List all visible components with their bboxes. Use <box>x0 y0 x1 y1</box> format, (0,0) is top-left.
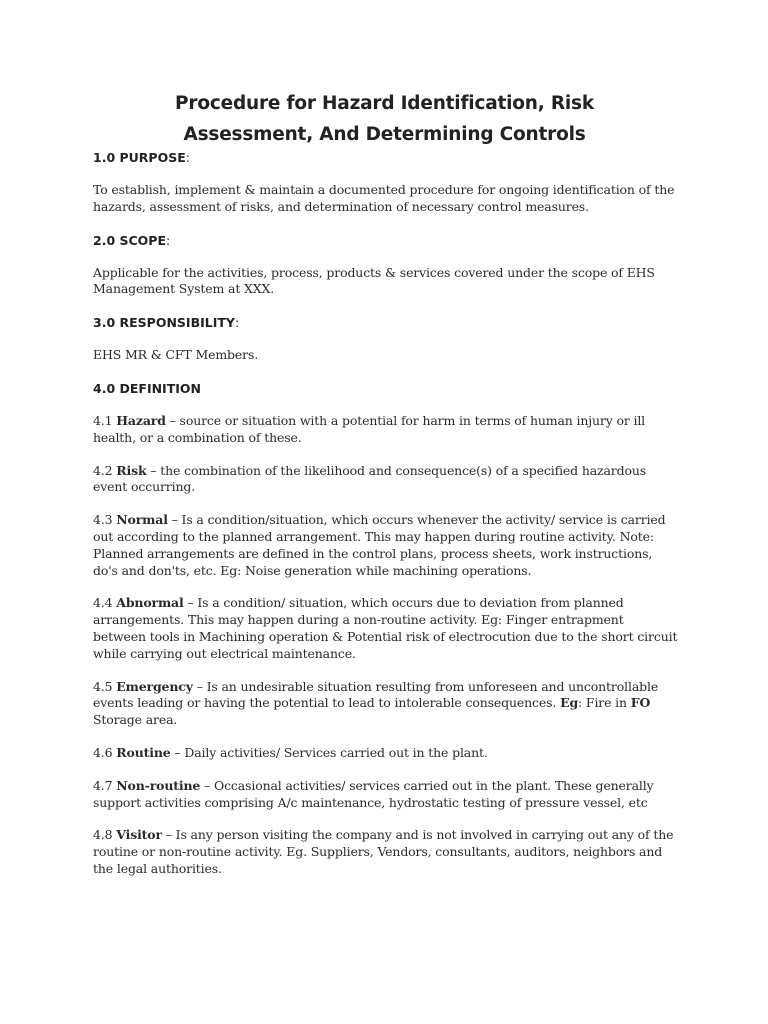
definition-hazard: 4.1 Hazard – source or situation with a potential for harm in terms of human injury or ill health, or a combination of these. <box>93 412 646 445</box>
definition-visitor: 4.8 Visitor – Is any person visiting the company and is not involved in carrying out any of the routine or non-routine activity. Eg. Suppliers, Vendors, consultants, auditors, neighbors and the legal authorities. <box>93 827 674 876</box>
title-line-2: Assessment, And Determining Controls <box>183 124 586 145</box>
responsibility-text: EHS MR & CFT Members. <box>93 347 259 363</box>
title-line-1: Procedure for Hazard Identification, Risk <box>175 93 594 114</box>
responsibility-heading: 3.0 RESPONSIBILITY: <box>93 315 240 331</box>
purpose-heading: 1.0 PURPOSE: <box>93 150 190 165</box>
definition-normal: 4.3 Normal – Is a condition/situation, which occurs whenever the activity/ service is carried out according to the planned arrangement. This may happen during routine activity. Note: Planned arrangements are defined in the control plans, process sheets, work instructions, do's and don'ts, etc. Eg: Noise generation while machining operations. <box>93 512 666 578</box>
purpose-text: To establish, implement & maintain a documented procedure for ongoing identification of the hazards, assessment of risks, and determination of necessary control measures. <box>93 182 675 214</box>
document-title <box>91 88 678 150</box>
scope-heading: 2.0 SCOPE: <box>93 232 171 248</box>
definition-emergency: 4.5 Emergency – Is an undesirable situation resulting from unforeseen and uncontrollable events leading or having the potential to lead to intolerable consequences. Eg: Fire in FO Storage area. <box>93 678 659 728</box>
definition-risk: 4.2 Risk – the combination of the likelihood and consequence(s) of a specified hazardous event occurring. <box>93 462 646 495</box>
definition-non-routine: 4.7 Non-routine – Occasional activities/ services carried out in the plant. These generally support activities comprising A/c maintenance, hydrostatic testing of pressure vessel, etc <box>93 777 654 810</box>
definition-routine: 4.6 Routine – Daily activities/ Services carried out in the plant. <box>93 744 488 760</box>
scope-text: Applicable for the activities, process, products & services covered under the scope of EHS Management System at XXX. <box>93 264 655 297</box>
definition-heading: 4.0 DEFINITION <box>93 380 201 396</box>
document-page <box>93 88 678 878</box>
definition-abnormal: 4.4 Abnormal – Is a condition/ situation, which occurs due to deviation from planned arrangements. This may happen during a non-routine activity. Eg: Finger entrapment between tools in Machining operation & Potential risk of electrocution due to the short circuit while carrying out electrical maintenance. <box>93 595 678 661</box>
